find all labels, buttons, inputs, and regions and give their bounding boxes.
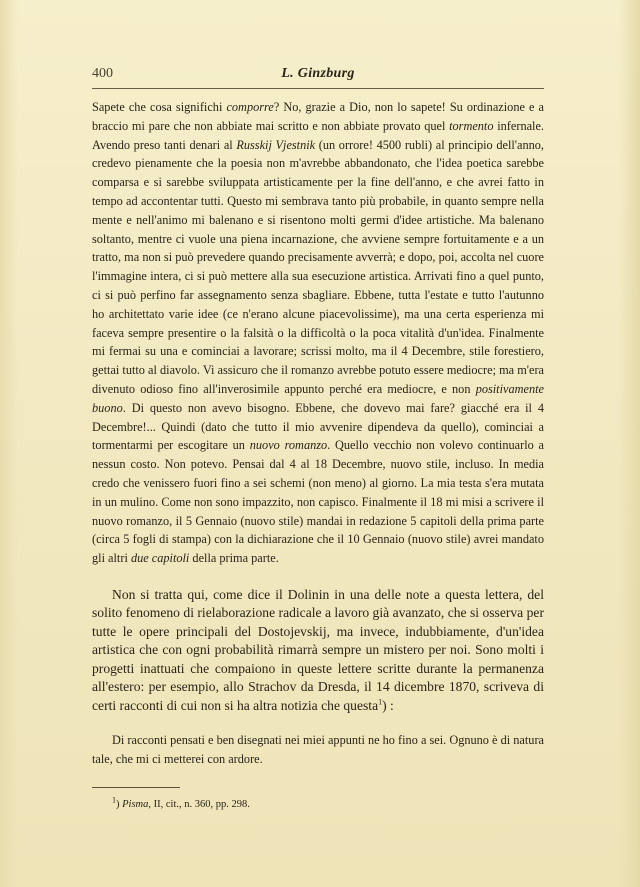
quote-text: (un orrore! 4500 rubli) al principio dell'anno, credevo pienamente che la poesia non m'avrebbe abbandonato, che l'idea poetica sarebbe comparsa e si sarebbe sviluppata artisticamente per la fine dell'anno, e che avrei fatto in tempo ad accontentar tutti. Questo mi sembrava tanto più probabile, in quanto sempre nella mente e nell'animo mi balenano e si risentono molti germi d'idee artistiche. Ma balenano soltanto, mentre ci vuole una piena incarnazione, che avviene sempre fortuitamente e a un tratto, ma non si può prevedere quando precisamente avverrà; e dopo, poi, accolta nel cuore l'immagine intera, ci si può mettere alla sua esecuzione artistica. Arrivati fino a quel punto, ci si può perfino far assegnamento senza sbagliare. Ebbene, tutta l'estate e tutto l'autunno ho architettato varie idee (ce n'erano alcune piacevolissime), ma una certa esperienza mi faceva sempre presentire o la falsità o la difficoltà o la poca vitalità d'un'idea. Finalmente mi fermai su una e cominciai a lavorare; scrissi molto, ma il 4 Decembre, stile forestiero, gettai tutto al diavolo. Vi assicuro che il romanzo avrebbe potuto essere mediocre; ma m'era divenuto odioso fino all'inverosimile appunto perché era mediocre, e non [92, 137, 544, 396]
quote-text: infernale. Avendo preso tanti denari al [92, 118, 544, 152]
letter-quote [92, 98, 544, 568]
footnote-title: Pisma [122, 799, 149, 811]
quote-text: ? No, grazie a Dio, non lo sapete! Su ordinazione e a braccio mi pare che non abbiate mai scritto e non abbiate provato quel [92, 100, 544, 133]
header-rule [92, 88, 544, 89]
quote-text: della prima parte. [189, 551, 279, 566]
running-head: L. Ginzburg [281, 66, 355, 81]
quote-italic: due capitoli [130, 551, 190, 566]
page-header [92, 66, 544, 86]
quote-italic: tormento [449, 118, 494, 133]
footnote [92, 795, 544, 812]
footnote-marker: 1 [112, 795, 116, 805]
quote-italic: positivamente buono [92, 381, 544, 415]
page-number: 400 [92, 66, 113, 81]
quote-italic: Russkij Vjestnik [236, 137, 316, 152]
quote-italic: comporre [226, 100, 274, 114]
commentary-paragraph [92, 586, 544, 716]
second-quote: Di racconti pensati e ben disegnati nei miei appunti ne ho fino a sei. Ognuno è di natura tale, che mi ci metterei con ardore. [92, 733, 544, 767]
commentary-text-end: ) : [382, 697, 394, 713]
quote-italic: nuovo romanzo [249, 438, 328, 453]
quote-text: Sapete che cosa significhi [92, 100, 227, 114]
page-body [92, 98, 544, 812]
footnote-reference[interactable]: 1 [378, 697, 383, 707]
quote-text: . Di questo non avevo bisogno. Ebbene, che dovevo mai fare? giacché era il 4 Decembre!... Quindi (dato che tutto il mio avvenire dipendeva da quello), cominciai a tormentarmi per escogitare un [92, 400, 544, 453]
commentary-text: Non si tratta qui, come dice il Dolinin in una delle note a questa lettera, del solito fenomeno di rielaborazione radicale a lavoro già avanzato, che si osserva per tutte le opere principali del Dostojevskij, ma invece, indubbiamente, d'un'idea artistica che con ogni probabilità rimarrà sempre un mistero per noi. Sono molti i progetti inattuati che compaiono in queste lettere scritte durante la permanenza all'estero: per esempio, allo Strachov da Dresda, il 14 dicembre 1870, scriveva di certi racconti di cui non si ha altra notizia che questa [92, 586, 544, 713]
footnote-marker-paren: ) [116, 799, 123, 811]
footnote-text: , II, cit., n. 360, pp. 298. [148, 799, 250, 811]
quote-text: . Quello vecchio non volevo continuarlo a nessun costo. Non potevo. Pensai dal 4 al 18 Decembre, nuovo stile, incluso. In media credo che venissero fuori fino a sei schemi (non meno) al giorno. La mia testa s'era mutata in un mulino. Come non sono impazzito, non capisco. Finalmente il 18 mi misi a scrivere il nuovo romanzo, il 5 Gennaio (nuovo stile) mandai in redazione 5 capitoli della prima parte (circa 5 fogli di stampa) con la dichiarazione che il 10 Gennaio (nuovo stile) avrei mandato gli altri [92, 438, 544, 566]
footnote-rule [92, 787, 180, 788]
